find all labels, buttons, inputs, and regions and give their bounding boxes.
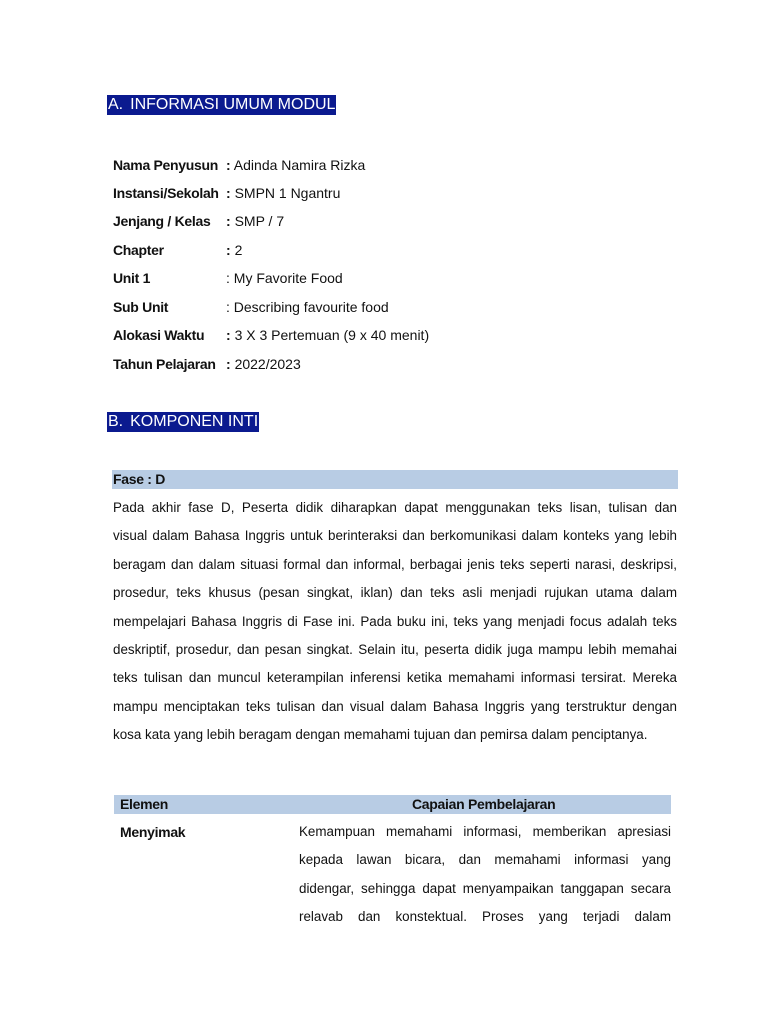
section-a-title: INFORMASI UMUM MODUL [130,96,336,113]
section-b-title: KOMPONEN INTI [130,413,259,430]
table-row-capaian [299,819,671,933]
table-header-capaian: Capaian Pembelajaran [412,796,556,812]
info-value: 2 [234,242,243,258]
fase-paragraph [113,496,677,752]
info-colon: : [226,242,231,258]
info-label: Jenjang / Kelas [113,213,211,229]
info-value: 2022/2023 [234,356,301,372]
capaian-line: relavab dan konstektual. Proses yang terjadi dalam [299,909,671,925]
section-b-heading [107,412,259,432]
paragraph-line: mampu menciptakan teks tulisan dan visual dalam Bahasa Inggris yang terstruktur dengan [113,698,677,714]
paragraph-line: prosedur, teks khusus (pesan singkat, iklan) dan teks asli menjadi rujukan utama dalam [113,585,677,601]
info-label: Instansi/Sekolah [113,185,219,201]
info-colon: : [226,327,231,343]
capaian-line: didengar, sehingga dapat menyampaikan tanggapan secara [299,880,671,896]
info-label: Tahun Pelajaran [113,356,216,372]
paragraph-line: visual dalam Bahasa Inggris untuk berinteraksi dan berkomunikasi dalam konteks yang lebih [113,528,677,544]
info-value: SMP / 7 [234,213,285,229]
paragraph-line: Pada akhir fase D, Peserta didik diharapkan dapat menggunakan teks lisan, tulisan dan [113,500,677,515]
paragraph-line: mempelajari Bahasa Inggris di Fase ini. Pada buku ini, teks yang menjadi focus adalah teks [113,613,677,629]
fase-title: Fase : D [113,471,166,487]
paragraph-line: teks tulisan dan muncul keterampilan inferensi ketika memahami informasi tersirat. Mereka [113,670,677,686]
table-row-element: Menyimak [120,824,186,840]
section-a-number: A. [108,96,124,113]
paragraph-line: beragam dan dalam situasi formal dan informal, berbagai jenis teks seperti narasi, deskripsi, [113,556,677,572]
capaian-line: kepada lawan bicara, dan memahami informasi yang [299,852,671,868]
info-label: Unit 1 [113,270,151,286]
paragraph-line: kosa kata yang lebih beragam dengan memahami tujuan dan pemirsa dalam penciptanya. [113,727,648,743]
fase-heading-bar [112,470,678,489]
info-colon: : [226,213,231,229]
paragraph-line: deskriptif, prosedur, dan pesan singkat. Selain itu, peserta didik juga mampu lebih memahai [113,641,677,657]
info-label: Sub Unit [113,299,169,315]
info-label: Chapter [113,242,164,258]
info-colon: : [226,270,230,286]
capaian-line: Kemampuan memahami informasi, memberikan apresiasi [299,824,671,839]
info-value: 3 X 3 Pertemuan (9 x 40 menit) [234,327,430,343]
info-label: Alokasi Waktu [113,327,205,343]
info-value: SMPN 1 Ngantru [234,185,341,201]
info-colon: : [226,299,230,315]
info-value: Describing favourite food [233,299,389,315]
info-value: Adinda Namira Rizka [233,157,366,173]
info-value: My Favorite Food [233,270,343,286]
table-header [114,795,671,814]
section-a-heading [107,95,336,115]
info-colon: : [226,157,231,173]
info-colon: : [226,185,231,201]
table-header-elemen: Elemen [120,796,168,812]
info-colon: : [226,356,231,372]
section-b-number: B. [108,413,124,430]
info-label: Nama Penyusun [113,157,219,173]
